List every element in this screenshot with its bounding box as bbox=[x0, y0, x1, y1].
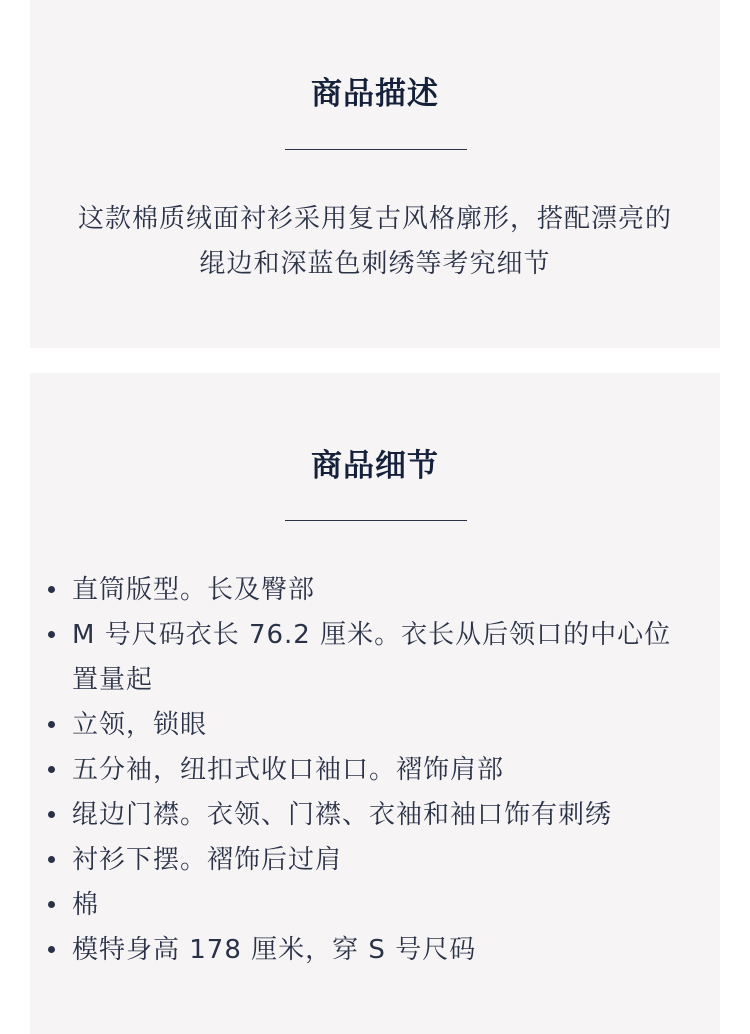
details-list bbox=[72, 568, 687, 973]
description-title: 商品描述 bbox=[311, 76, 439, 112]
detail-item-text: 衬衫下摆。褶饰后过肩 bbox=[72, 845, 343, 875]
bullet-icon bbox=[48, 721, 55, 728]
detail-item-text: 立领，锁眼 bbox=[72, 710, 208, 740]
product-details-card bbox=[30, 373, 720, 1034]
bullet-icon bbox=[48, 631, 55, 638]
detail-item-hem bbox=[72, 838, 687, 883]
bullet-icon bbox=[48, 946, 55, 953]
detail-item-model bbox=[72, 928, 687, 973]
description-divider bbox=[285, 149, 467, 150]
details-divider bbox=[285, 520, 467, 521]
detail-item-placket bbox=[72, 793, 687, 838]
description-text: 这款棉质绒面衬衫采用复古风格廓形，搭配漂亮的绲边和深蓝色刺绣等考究细节 bbox=[77, 204, 672, 279]
product-description-card bbox=[30, 0, 720, 348]
detail-item-fit bbox=[72, 568, 687, 613]
detail-item-text: 绲边门襟。衣领、门襟、衣袖和袖口饰有刺绣 bbox=[72, 800, 613, 830]
detail-item-text: 模特身高 178 厘米，穿 S 号尺码 bbox=[72, 935, 477, 965]
detail-item-sleeves bbox=[72, 748, 687, 793]
detail-item-material bbox=[72, 883, 687, 928]
detail-item-length bbox=[72, 613, 687, 703]
bullet-icon bbox=[48, 811, 55, 818]
detail-item-text: M 号尺码衣长 76.2 厘米。衣长从后领口的中心位置量起 bbox=[72, 620, 672, 695]
details-title: 商品细节 bbox=[311, 448, 439, 484]
bullet-icon bbox=[48, 766, 55, 773]
detail-item-collar bbox=[72, 703, 687, 748]
detail-item-text: 棉 bbox=[72, 890, 100, 920]
detail-item-text: 直筒版型。长及臀部 bbox=[72, 575, 316, 605]
bullet-icon bbox=[48, 856, 55, 863]
bullet-icon bbox=[48, 586, 55, 593]
bullet-icon bbox=[48, 901, 55, 908]
detail-item-text: 五分袖，纽扣式收口袖口。褶饰肩部 bbox=[72, 755, 505, 785]
